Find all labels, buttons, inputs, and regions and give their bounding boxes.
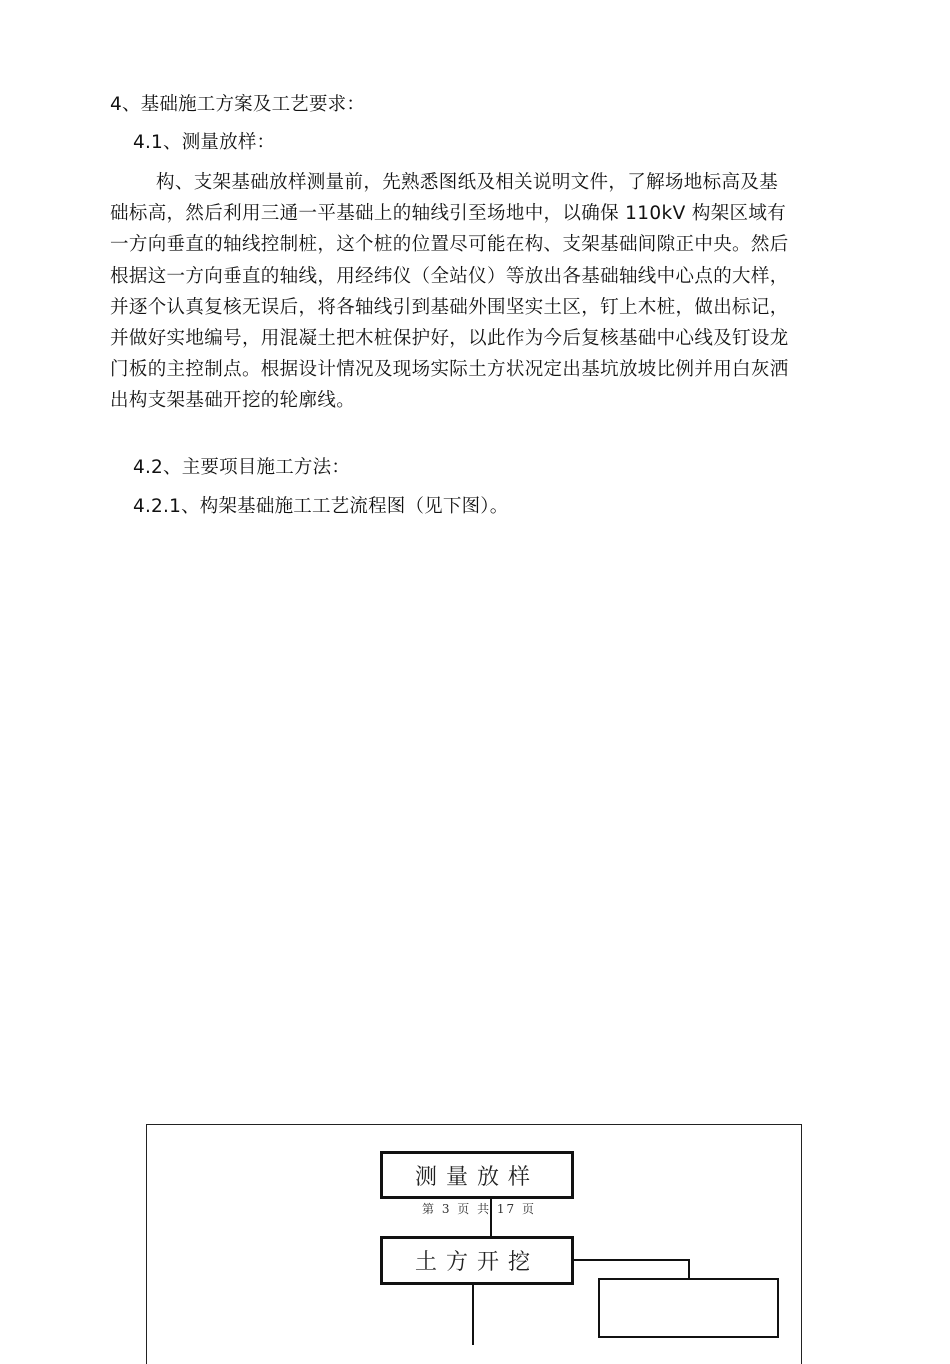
page-number-footer: 第 3 页 共 17 页 [422, 1202, 536, 1216]
connector-down-left [472, 1285, 474, 1345]
section-heading: 4、基础施工方案及工艺要求： [110, 94, 366, 115]
subsection-survey-heading: 4.1、测量放样： [133, 132, 276, 153]
flowchart-step-survey: 测量放样 [380, 1151, 574, 1199]
paragraph-line: 一方向垂直的轴线控制桩，这个桩的位置尽可能在构、支架基础间隙正中央。然后 [110, 234, 789, 256]
subsection-flowchart-heading: 4.2.1、构架基础施工工艺流程图（见下图）。 [133, 496, 509, 517]
flowchart-step-excavation: 土方开挖 [380, 1236, 574, 1285]
connector-horizontal [574, 1259, 690, 1261]
paragraph-line: 并做好实地编号，用混凝土把木桩保护好，以此作为今后复核基础中心线及钉设龙 [110, 328, 789, 350]
paragraph-line: 础标高，然后利用三通一平基础上的轴线引至场地中，以确保 110kV 构架区域有 [110, 203, 787, 225]
paragraph-line: 出构支架基础开挖的轮廓线。 [110, 390, 356, 412]
flowchart-frame [146, 1124, 802, 1364]
paragraph-line: 根据这一方向垂直的轴线，用经纬仪（全站仪）等放出各基础轴线中心点的大样， [110, 265, 789, 287]
paragraph-line: 构、支架基础放样测量前，先熟悉图纸及相关说明文件，了解场地标高及基 [156, 172, 779, 193]
subsection-methods-heading: 4.2、主要项目施工方法： [133, 457, 351, 478]
paragraph-line: 门板的主控制点。根据设计情况及现场实际土方状况定出基坑放坡比例并用白灰洒 [110, 359, 789, 381]
survey-paragraph [110, 167, 842, 417]
flowchart-step-next [598, 1278, 779, 1338]
paragraph-line: 并逐个认真复核无误后，将各轴线引到基础外围坚实土区，钉上木桩，做出标记， [110, 296, 789, 318]
connector-down-right [688, 1259, 690, 1279]
